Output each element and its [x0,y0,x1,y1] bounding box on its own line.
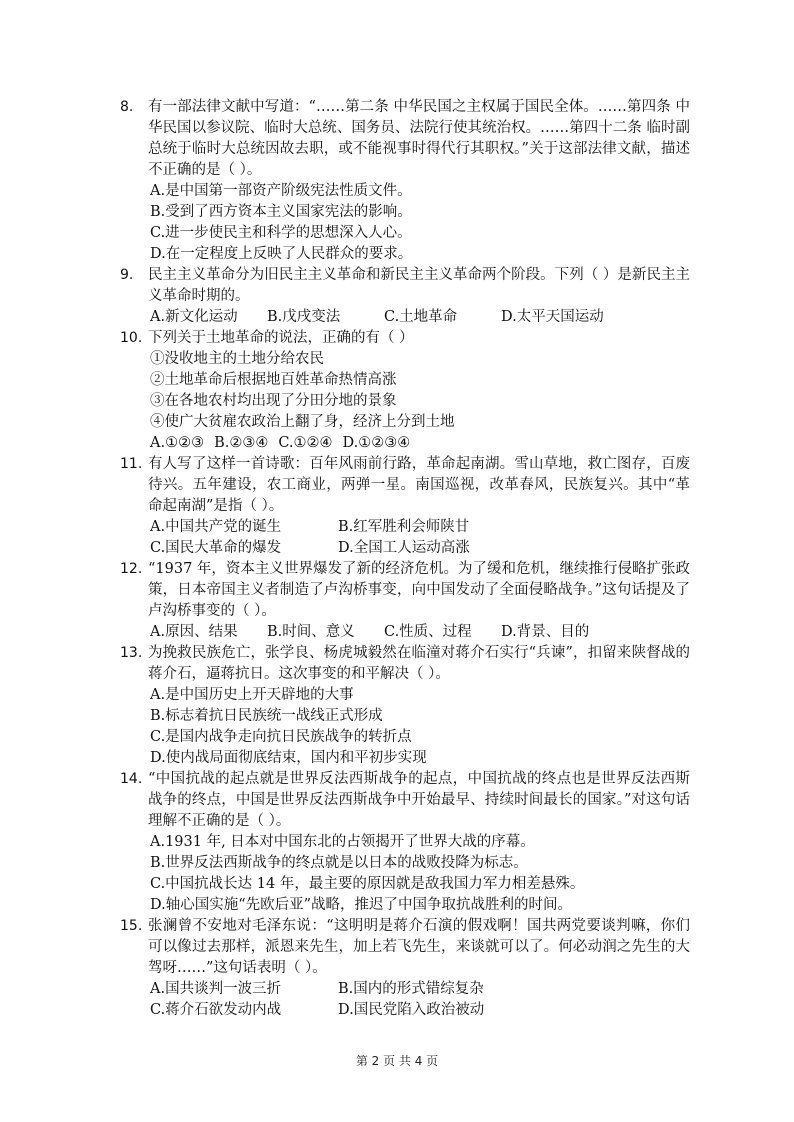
question-stem: “1937 年，资本主义世界爆发了新的经济危机。为了缓和危机，继续推行侵略扩张政策，日本帝国主义者制造了卢沟桥事变，向中国发动了全面侵略战争。”这句话提及了卢沟桥事变的（ ）。 [148,561,690,619]
question-10 [120,328,690,454]
option-row [148,433,690,454]
option-d: D.使内战局面彻底结束，国内和平初步实现 [150,750,427,766]
question-stem: 张澜曾不安地对毛泽东说：“这明明是蒋介石演的假戏啊！国共两党要谈判嘛，你们可以像过去那样，派恩来先生，加上若飞先生，来谈就可以了。何必动润之先生的大驾呀……”这句话表明（ ）。 [148,918,690,976]
question-15 [120,916,690,1021]
question-9 [120,265,690,328]
question-stem: 有人写了这样一首诗歌：百年风雨前行路，革命起南湖。雪山草地，救亡图存，百废待兴。五年建设，农工商业，两弹一星。南国巡视，改革春风，民族复兴。其中“革命起南湖”是指（ ）。 [148,456,690,514]
option-a: A.国共谈判一波三折 [150,981,282,997]
option-b: B.受到了西方资本主义国家宪法的影响。 [150,204,412,220]
question-number: 10. [120,330,143,346]
question-stem: 下列关于土地革命的说法，正确的有（ ） [148,330,414,346]
question-11 [120,454,690,559]
option-b: B.时间、意义 [267,624,355,640]
option-row [148,979,690,1000]
question-number: 14. [120,771,143,787]
option-c: C.中国抗战长达 14 年，最主要的原因就是敌我国力军力相差悬殊。 [150,876,585,892]
statement-3: ③在各地农村均出现了分田分地的景象 [150,393,397,409]
question-number: 8. [120,99,134,115]
question-stem: 有一部法律文献中写道：“……第二条 中华民国之主权属于国民全体。……第四条 中华民国以参议院、临时大总统、国务员、法院行使其统治权。……第四十二条 临时副总统于临时大总统因故去职，或不能视事时得代行其职权。”关于这部法律文献，描述不正确的是（ ）。 [148,99,690,178]
option-d: D.背景、目的 [501,624,590,640]
option-d: D.全国工人运动高涨 [338,540,470,556]
option-b: B.红军胜利会师陕甘 [338,519,470,535]
option-a: A.是中国第一部资产阶级宪法性质文件。 [150,183,412,199]
option-a: A.①②③ [150,435,205,451]
option-c: C.蒋介石欲发动内战 [150,1002,282,1018]
question-number: 13. [120,645,143,661]
option-d: D.在一定程度上反映了人民群众的要求。 [150,246,413,262]
question-number: 11. [120,456,143,472]
option-a: A.中国共产党的诞生 [150,519,282,535]
question-stem: 民主主义革命分为旧民主主义革命和新民主主义革命两个阶段。下列（ ）是新民主主义革命时期的。 [148,267,690,304]
question-number: 9. [120,267,134,283]
statement-2: ②土地革命后根据地百姓革命热情高涨 [150,372,397,388]
statement-1: ①没收地主的土地分给农民 [150,351,324,367]
option-b: B.标志着抗日民族统一战线正式形成 [150,708,383,724]
question-12 [120,559,690,643]
option-row [148,622,690,643]
option-d: D.轴心国实施“先欧后亚”战略，推迟了中国争取抗战胜利的时间。 [150,897,573,913]
question-stem: 为挽救民族危亡，张学良、杨虎城毅然在临潼对蒋介石实行“兵谏”，扣留来陕督战的蒋介石，逼蒋抗日。这次事变的和平解决（ ）。 [148,645,690,682]
question-14 [120,769,690,916]
option-d: D.国民党陷入政治被动 [338,1002,485,1018]
option-d: D.①②③④ [342,435,411,451]
option-c: C.是国内战争走向抗日民族战争的转折点 [150,729,412,745]
question-13 [120,643,690,769]
question-stem: “中国抗战的起点就是世界反法西斯战争的起点，中国抗战的终点也是世界反法西斯战争的终点，中国是世界反法西斯战争中开始最早、持续时间最长的国家。”对这句话理解不正确的是（ ）。 [148,771,690,829]
option-b: B.世界反法西斯战争的终点就是以日本的战败投降为标志。 [150,855,528,871]
page-footer: 第 2 页 共 4 页 [355,1054,439,1068]
question-8 [120,97,690,265]
option-row [148,517,690,538]
option-row [148,538,690,559]
statement-4: ④使广大贫雇农政治上翻了身，经济上分到土地 [150,414,455,430]
option-c: C.①②④ [278,435,333,451]
option-row [148,307,690,328]
question-number: 12. [120,561,143,577]
option-c: C.性质、过程 [384,624,472,640]
question-number: 15. [120,918,143,934]
option-a: A.原因、结果 [150,624,238,640]
question-list [120,97,690,1021]
option-a: A.是中国历史上开天辟地的大事 [150,687,354,703]
option-c: C.土地革命 [384,309,458,325]
option-a: A.新文化运动 [150,309,238,325]
option-d: D.太平天国运动 [501,309,604,325]
option-b: B.②③④ [214,435,269,451]
option-c: C.进一步使民主和科学的思想深入人心。 [150,225,412,241]
option-b: B.国内的形式错综复杂 [338,981,484,997]
option-row [148,1000,690,1021]
option-c: C.国民大革命的爆发 [150,540,282,556]
option-a: A.1931 年, 日本对中国东北的占领揭开了世界大战的序幕。 [150,834,535,850]
option-b: B.戊戌变法 [267,309,341,325]
